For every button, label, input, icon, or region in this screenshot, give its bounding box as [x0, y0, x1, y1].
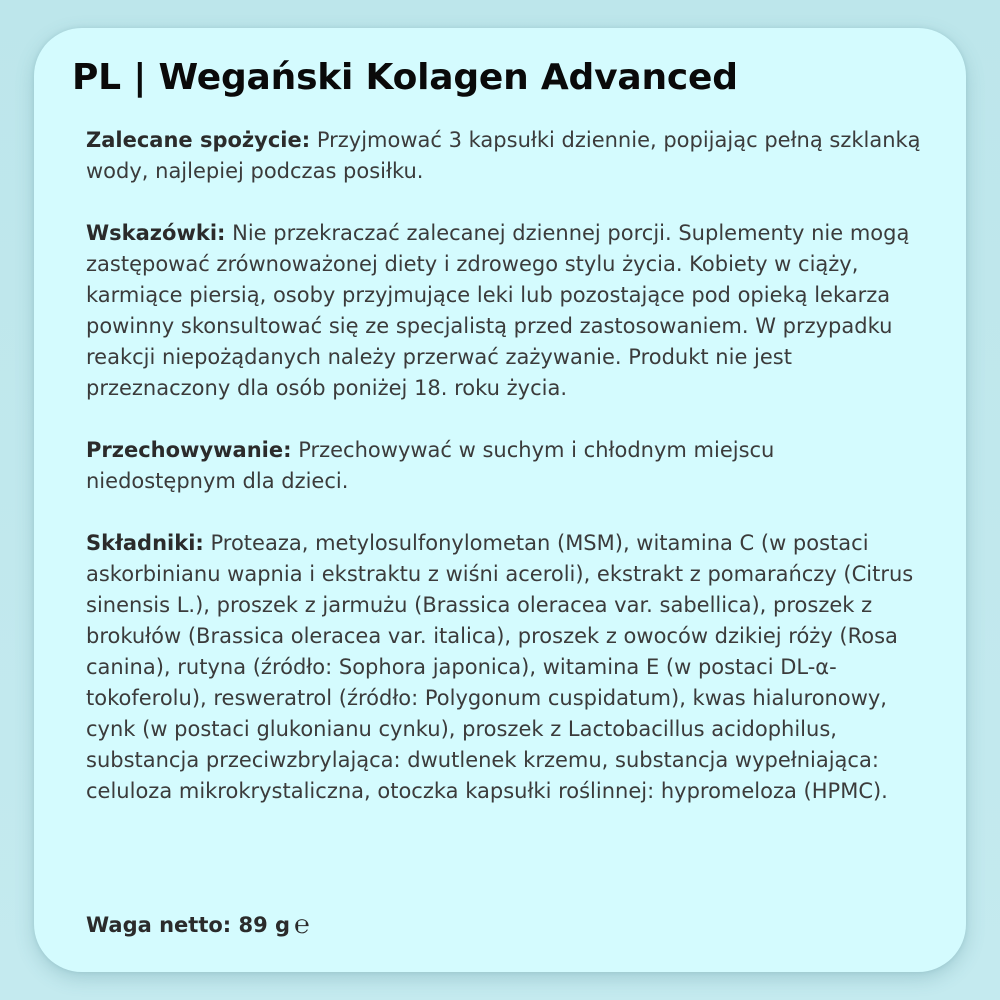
section-paragraph — [86, 435, 926, 497]
section-text: Proteaza, metylosulfonylometan (MSM), witamina C (w postaci askorbinianu wapnia i ekstraktu z wiśni aceroli), ekstrakt z pomarańczy (Citrus sinensis L.), proszek z jarmużu (Brassica oleracea var. sabellica), proszek z brokułów (Brassica oleracea var. italica), proszek z owoców dzikiej róży (Rosa canina), rutyna (źródło: Sophora japonica), witamina E (w postaci DL-α-tokoferolu), resweratrol (źródło: Polygonum cuspidatum), kwas hialuronowy, cynk (w postaci glukonianu cynku), proszek z Lactobacillus acidophilus, substancja przeciwzbrylająca: dwutlenek krzemu, substancja wypełniająca: celuloza mikrokrystaliczna, otoczka kapsułki roślinnej: hypromeloza (HPMC). — [86, 531, 914, 803]
section-ingredients — [86, 528, 926, 807]
section-text: Nie przekraczać zalecanej dziennej porcji. Suplementy nie mogą zastępować zrównoważonej diety i zdrowego stylu życia. Kobiety w ciąży, karmiące piersią, osoby przyjmujące leki lub pozostające pod opieką lekarza powinny skonsultować się ze specjalistą przed zastosowaniem. W przypadku reakcji niepożądanych należy przerwać zażywanie. Produkt nie jest przeznaczony dla osób poniżej 18. roku życia. — [86, 221, 910, 400]
section-text: Przechowywać w suchym i chłodnym miejscu niedostępnym dla dzieci. — [86, 438, 775, 493]
section-label: Składniki: — [86, 531, 204, 555]
section-recommended-intake — [86, 125, 926, 187]
section-label: Wskazówki: — [86, 221, 226, 245]
section-paragraph — [86, 218, 926, 404]
label-content — [86, 125, 926, 838]
page-title: PL | Wegański Kolagen Advanced — [72, 57, 738, 98]
section-label: Przechowywanie: — [86, 438, 292, 462]
estimated-sign-icon: ℮ — [294, 910, 310, 940]
section-text: Przyjmować 3 kapsułki dziennie, popijając pełną szklanką wody, najlepiej podczas posiłku. — [86, 128, 921, 183]
section-warnings — [86, 218, 926, 404]
section-paragraph — [86, 125, 926, 187]
net-weight — [86, 910, 310, 941]
section-label: Zalecane spożycie: — [86, 128, 311, 152]
section-storage — [86, 435, 926, 497]
section-paragraph — [86, 528, 926, 807]
net-weight-text: Waga netto: 89 g — [86, 913, 291, 937]
